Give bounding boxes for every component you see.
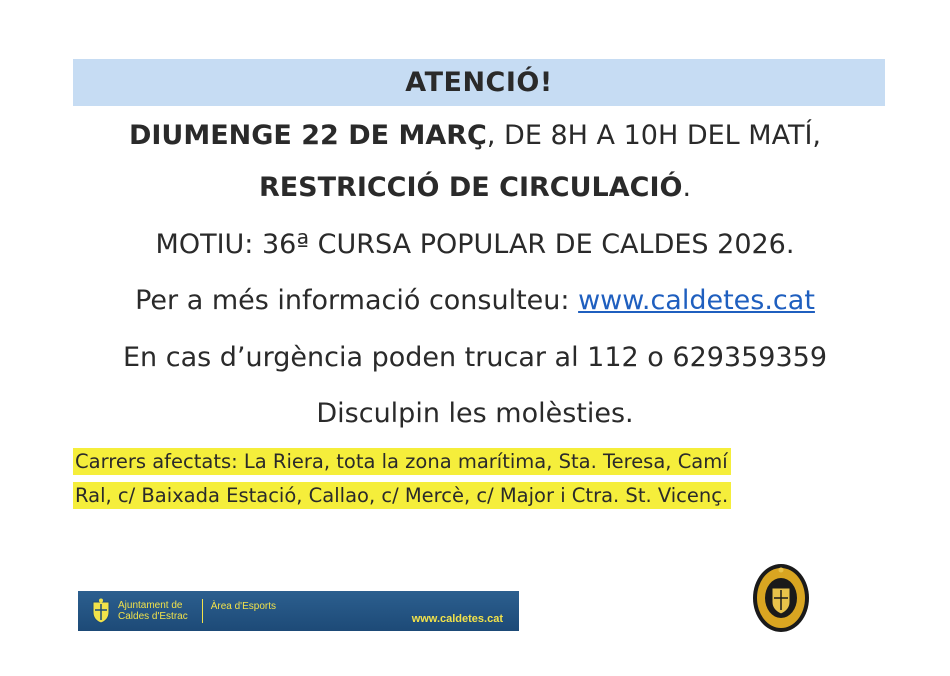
info-prefix: Per a més informació consulteu: xyxy=(135,285,579,316)
reason-line: MOTIU: 36ª CURSA POPULAR DE CALDES 2026. xyxy=(155,229,795,260)
date-time-line xyxy=(0,120,950,151)
municipal-crest-icon xyxy=(90,598,112,624)
organization-name-line2: Caldes d'Estrac xyxy=(118,611,188,622)
apology-line: Disculpin les molèsties. xyxy=(316,398,634,429)
attention-title: ATENCIÓ! xyxy=(405,67,553,98)
emergency-line: En cas d’urgència poden trucar al 112 o 629359359 xyxy=(122,342,828,373)
footer-bar xyxy=(78,591,519,631)
restriction-period: . xyxy=(682,172,692,203)
restriction-line xyxy=(0,172,950,203)
department-name: Àrea d'Esports xyxy=(210,601,276,612)
affected-streets xyxy=(73,445,731,513)
affected-streets-line2: Ral, c/ Baixada Estació, Callao, c/ Mercè, c/ Major i Ctra. St. Vicenç. xyxy=(73,482,731,509)
footer-url: www.caldetes.cat xyxy=(411,613,503,625)
time-range: , DE 8H A 10H DEL MATÍ, xyxy=(486,120,822,151)
organization-name xyxy=(118,600,188,622)
restriction-bold: RESTRICCIÓ DE CIRCULACIÓ xyxy=(258,172,683,203)
website-link[interactable]: www.caldetes.cat xyxy=(578,285,815,316)
info-line xyxy=(0,285,950,316)
police-badge-icon xyxy=(752,562,810,634)
affected-streets-line1: Carrers afectats: La Riera, tota la zona marítima, Sta. Teresa, Camí xyxy=(73,448,731,475)
organization-name-line1: Ajuntament de xyxy=(118,600,183,611)
date-bold: DIUMENGE 22 DE MARÇ xyxy=(128,120,487,151)
footer-divider xyxy=(202,599,203,623)
attention-banner xyxy=(73,59,885,106)
